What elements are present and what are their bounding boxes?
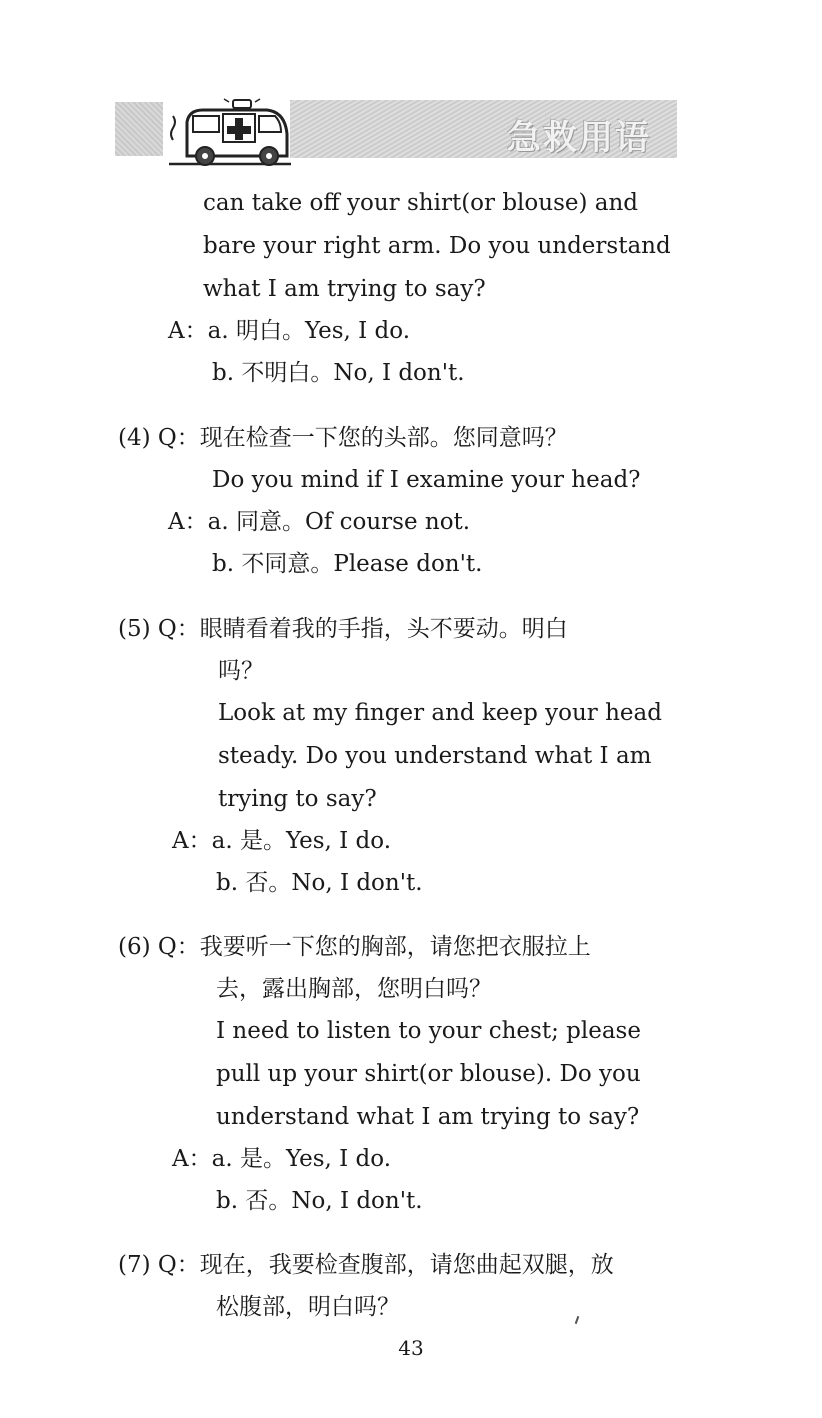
question-line: (5) Q：眼睛看着我的手指，头不要动。明白 <box>118 616 568 642</box>
header-band-right <box>290 100 677 158</box>
question-line: 松腹部，明白吗？ <box>216 1294 400 1320</box>
page-number: 43 <box>398 1336 424 1360</box>
question-line: (6) Q：我要听一下您的胸部，请您把衣服拉上 <box>118 934 591 960</box>
answer-line: b. 否。No, I don't. <box>216 870 423 896</box>
header-band-left <box>115 102 163 156</box>
answer-line: A：a. 是。Yes, I do. <box>172 1146 392 1172</box>
text-line: trying to say? <box>218 786 377 812</box>
question-line: 吗？ <box>218 658 264 684</box>
answer-line: b. 否。No, I don't. <box>216 1188 423 1214</box>
chapter-header <box>115 98 677 160</box>
text-line: understand what I am trying to say? <box>216 1104 640 1130</box>
ambulance-icon <box>163 98 293 168</box>
text-line: steady. Do you understand what I am <box>218 743 652 769</box>
text-line: Do you mind if I examine your head? <box>212 467 641 493</box>
text-line: bare your right arm. Do you understand <box>203 233 671 259</box>
answer-line: A：a. 明白。Yes, I do. <box>168 318 411 344</box>
text-line: Look at my finger and keep your head <box>218 700 662 726</box>
text-line: pull up your shirt(or blouse). Do you <box>216 1061 641 1087</box>
text-line: I need to listen to your chest; please <box>216 1018 641 1044</box>
question-line: 去，露出胸部，您明白吗？ <box>216 976 492 1002</box>
text-line: can take off your shirt(or blouse) and <box>203 190 639 216</box>
text-line: what I am trying to say? <box>203 276 486 302</box>
answer-line: A：a. 同意。Of course not. <box>168 509 471 535</box>
question-line: (4) Q：现在检查一下您的头部。您同意吗？ <box>118 425 568 451</box>
answer-line: b. 不同意。Please don't. <box>212 551 483 577</box>
stray-mark <box>575 1316 580 1324</box>
answer-line: A：a. 是。Yes, I do. <box>172 828 392 854</box>
chapter-title: 急救用语 <box>507 118 651 158</box>
answer-line: b. 不明白。No, I don't. <box>212 360 465 386</box>
question-line: (7) Q：现在，我要检查腹部，请您曲起双腿，放 <box>118 1252 614 1278</box>
